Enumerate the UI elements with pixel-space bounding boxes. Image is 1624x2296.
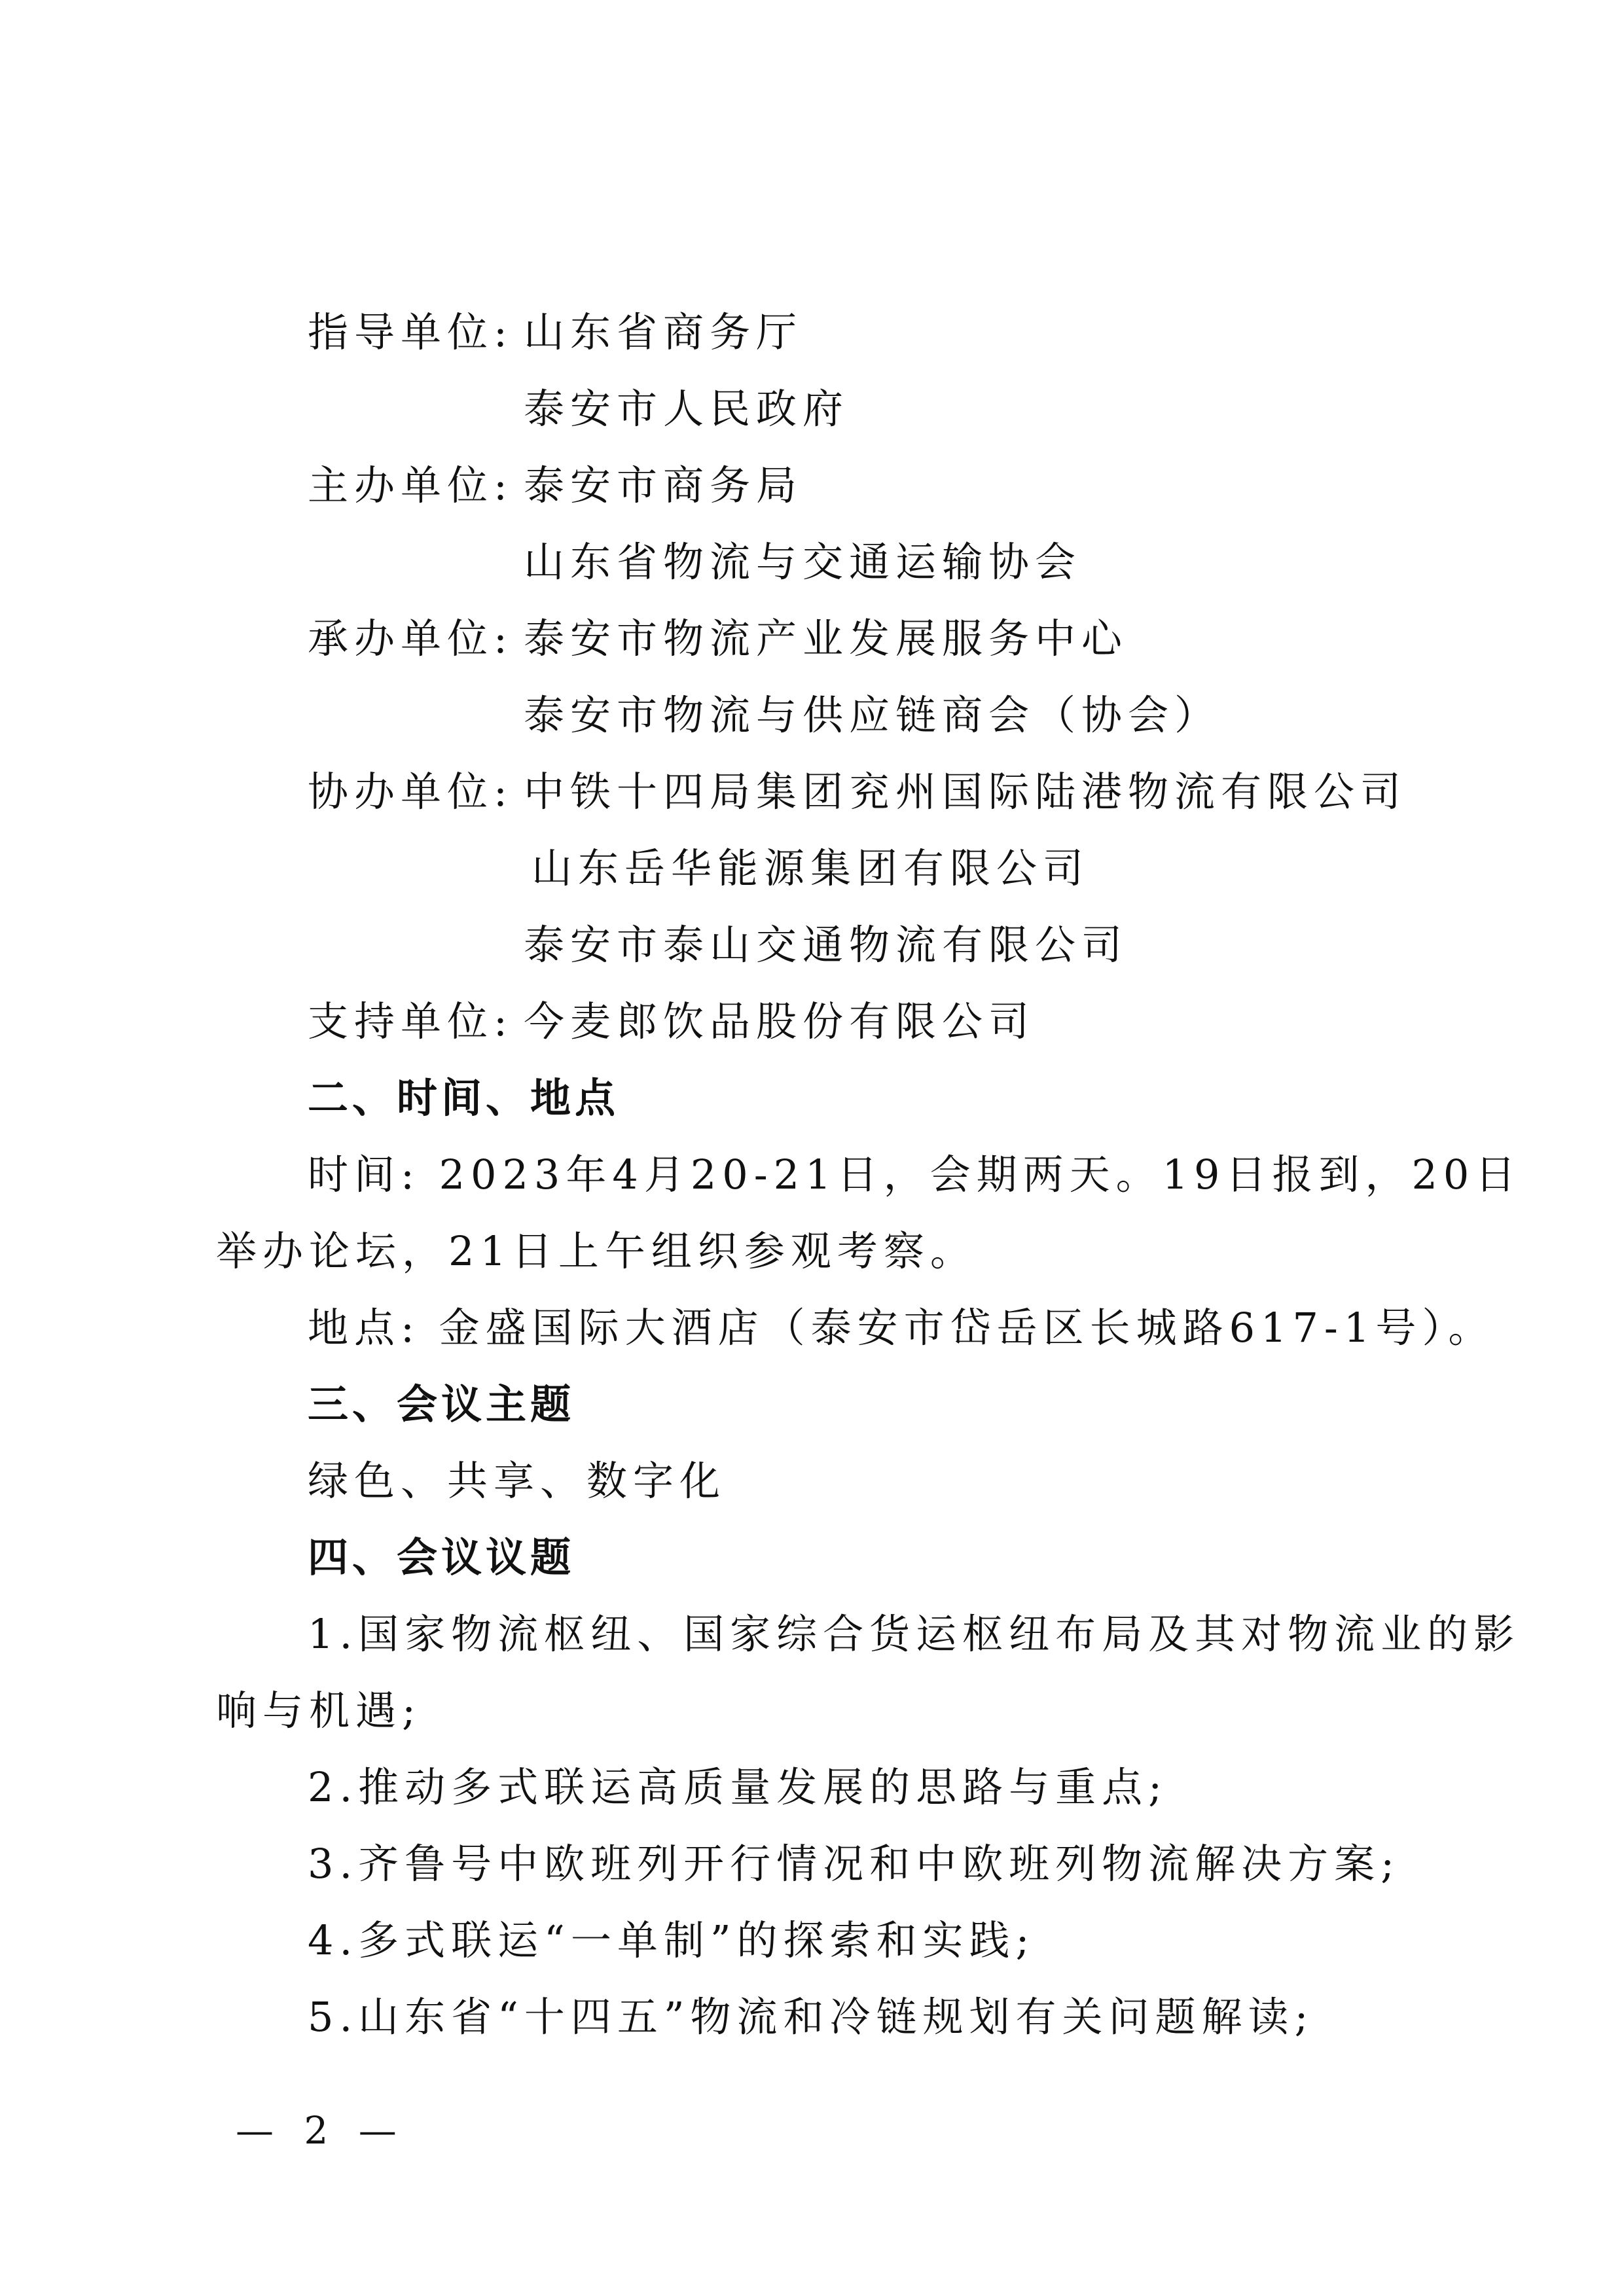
topic-item-1-line-2: 响与机遇; (216, 1687, 422, 1734)
host-label: 主办单位: (308, 461, 513, 509)
section-heading-topics: 四、会议议题 (308, 1534, 575, 1581)
page-number: — 2 — (236, 2108, 406, 2153)
coorg-unit-2: 山东岳华能源集团有限公司 (532, 844, 1090, 892)
coorg-unit-1: 中铁十四局集团兖州国际陆港物流有限公司 (524, 768, 1407, 816)
section-heading-time-place: 二、时间、地点 (308, 1074, 620, 1122)
support-unit-1: 今麦郎饮品股份有限公司 (524, 997, 1036, 1045)
topic-item-3: 3.齐鲁号中欧班列开行情况和中欧班列物流解决方案; (308, 1840, 1401, 1888)
undertake-label: 承办单位: (308, 615, 513, 662)
coorg-unit-3: 泰安市泰山交通物流有限公司 (524, 921, 1128, 969)
section-heading-theme: 三、会议主题 (308, 1380, 575, 1428)
theme-text: 绿色、共享、数字化 (308, 1457, 727, 1505)
coorg-row (308, 766, 1407, 818)
undertake-row (308, 613, 1128, 665)
undertake-unit-2: 泰安市物流与供应链商会（协会） (524, 691, 1221, 739)
support-label: 支持单位: (308, 997, 513, 1045)
undertake-unit-1: 泰安市物流产业发展服务中心 (524, 615, 1128, 662)
place-line: 地点: 金盛国际大酒店（泰安市岱岳区长城路617-1号）。 (308, 1304, 1495, 1352)
topic-item-1-line-1: 1.国家物流枢纽、国家综合货运枢纽布局及其对物流业的影 (308, 1610, 1521, 1658)
guidance-row (308, 306, 803, 359)
host-row (308, 459, 803, 512)
host-unit-1: 泰安市商务局 (524, 461, 803, 509)
guidance-label: 指导单位: (308, 308, 513, 356)
coorg-label: 协办单位: (308, 768, 513, 816)
host-unit-2: 山东省物流与交通运输协会 (524, 538, 1082, 586)
guidance-unit-2: 泰安市人民政府 (524, 385, 850, 433)
support-row (308, 996, 1035, 1048)
time-line-2: 举办论坛，21日上午组织参观考察。 (216, 1227, 977, 1275)
time-line-1: 时间: 2023年4月20-21日，会期两天。19日报到，20日 (308, 1151, 1522, 1198)
topic-item-4: 4.多式联运“一单制”的探索和实践; (308, 1916, 1036, 1964)
topic-item-5: 5.山东省“十四五”物流和冷链规划有关问题解读; (308, 1993, 1314, 2041)
guidance-unit-1: 山东省商务厅 (524, 308, 803, 356)
topic-item-2: 2.推动多式联运高质量发展的思路与重点; (308, 1763, 1168, 1811)
